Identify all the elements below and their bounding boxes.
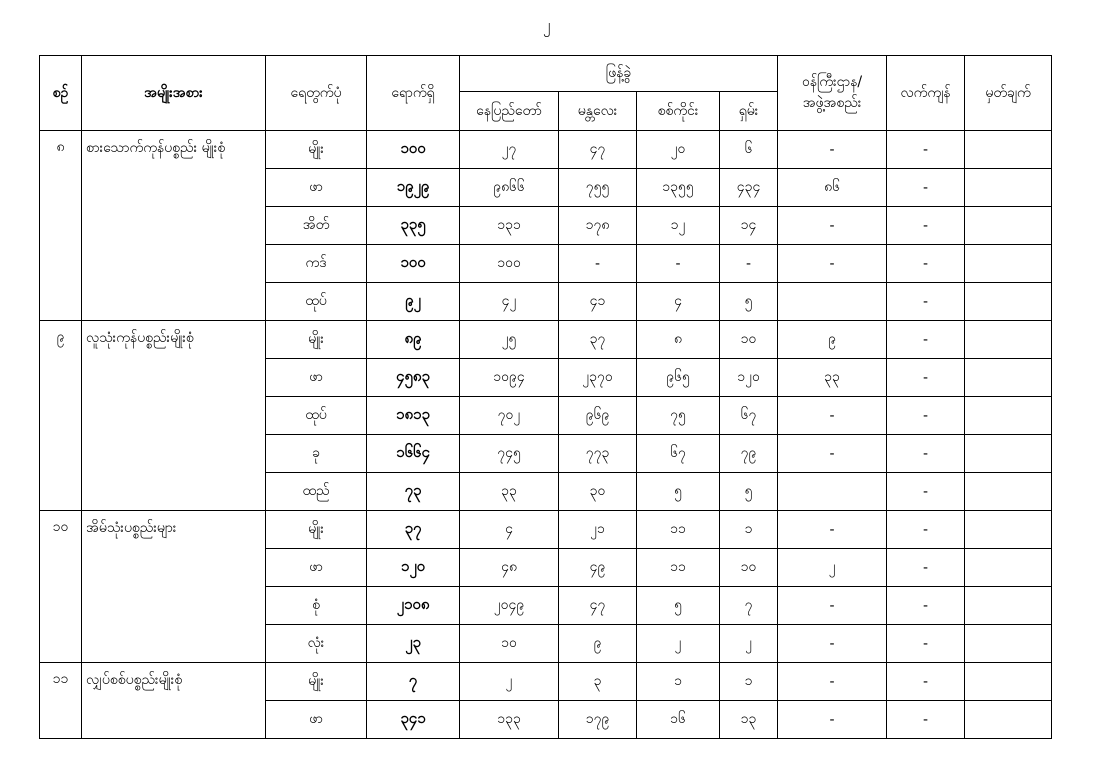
cell-sagaing: ၁၁ (637, 511, 720, 549)
cell-received: ၃၃၅ (367, 207, 460, 245)
cell-mandalay: ၁၇၈ (559, 207, 637, 245)
cell-received: ၂၃ (367, 625, 460, 663)
cell-naypyitaw: ၃၃ (460, 473, 559, 511)
cell-received: ၁၀၀ (367, 131, 460, 169)
cell-remarks (965, 625, 1052, 663)
cell-shan: ၄၃၄ (720, 169, 778, 207)
cell-remaining: - (887, 701, 965, 739)
cell-naypyitaw: ၁၀ (460, 625, 559, 663)
cell-remaining: - (887, 283, 965, 321)
cell-unit: လုံး (266, 625, 367, 663)
cell-shan: ၁၄ (720, 207, 778, 245)
header-mandalay: မန္တလေး (559, 92, 637, 131)
cell-ministries: - (778, 397, 887, 435)
header-shan: ရှမ်း (720, 92, 778, 131)
cell-unit: ခု (266, 435, 367, 473)
cell-naypyitaw: ၁၃၁ (460, 207, 559, 245)
cell-received: ၃၇ (367, 511, 460, 549)
cell-remarks (965, 435, 1052, 473)
cell-remarks (965, 321, 1052, 359)
cell-shan: ၁၀ (720, 549, 778, 587)
cell-unit: ကဒ် (266, 245, 367, 283)
cell-unit: ဖာ (266, 549, 367, 587)
cell-remaining: - (887, 587, 965, 625)
group-number: ၁၁ (40, 663, 82, 739)
cell-mandalay: ၃ (559, 663, 637, 701)
cell-sagaing: ၉၆၅ (637, 359, 720, 397)
cell-remaining: - (887, 663, 965, 701)
cell-remarks (965, 397, 1052, 435)
cell-unit: အိတ် (266, 207, 367, 245)
table-row (40, 663, 1052, 701)
cell-remarks (965, 207, 1052, 245)
cell-ministries: - (778, 625, 887, 663)
cell-naypyitaw: ၂ (460, 663, 559, 701)
cell-mandalay: ၃၀ (559, 473, 637, 511)
cell-remaining: - (887, 359, 965, 397)
cell-shan: ၅ (720, 473, 778, 511)
cell-sagaing: ၁ (637, 663, 720, 701)
cell-sagaing: ၂၀ (637, 131, 720, 169)
cell-received: ၇၃ (367, 473, 460, 511)
cell-remarks (965, 549, 1052, 587)
cell-naypyitaw: ၄ (460, 511, 559, 549)
header-naypyitaw: နေပြည်တော် (460, 92, 559, 131)
group-category: လူသုံးကုန်ပစ္စည်းမျိုးစုံ (82, 321, 266, 511)
cell-naypyitaw: ၁၀၀ (460, 245, 559, 283)
cell-sagaing: ၈ (637, 321, 720, 359)
cell-remaining: - (887, 625, 965, 663)
group-category: အိမ်သုံးပစ္စည်းများ (82, 511, 266, 663)
table-row (40, 131, 1052, 169)
header-ministries (778, 56, 887, 131)
cell-shan: ၁၀ (720, 321, 778, 359)
cell-sagaing: ၄ (637, 283, 720, 321)
cell-sagaing: ၅ (637, 473, 720, 511)
cell-remaining: - (887, 397, 965, 435)
cell-ministries: - (778, 511, 887, 549)
cell-remarks (965, 587, 1052, 625)
cell-mandalay: ၄၇ (559, 131, 637, 169)
cell-sagaing: ၁၂ (637, 207, 720, 245)
cell-shan: ၆၇ (720, 397, 778, 435)
cell-remaining: - (887, 473, 965, 511)
cell-received: ၈၉ (367, 321, 460, 359)
group-number: ၈ (40, 131, 82, 321)
header-distributed: ဖြန့်ခွဲ (460, 56, 778, 92)
cell-naypyitaw: ၇၀၂ (460, 397, 559, 435)
cell-remaining: - (887, 435, 965, 473)
cell-mandalay: - (559, 245, 637, 283)
group-category: လျှပ်စစ်ပစ္စည်းမျိုးစုံ (82, 663, 266, 739)
cell-received: ၁၈၁၃ (367, 397, 460, 435)
cell-shan: ၁၃ (720, 701, 778, 739)
cell-sagaing: ၂ (637, 625, 720, 663)
cell-mandalay: ၄၇ (559, 587, 637, 625)
cell-remarks (965, 169, 1052, 207)
cell-remaining: - (887, 245, 965, 283)
cell-naypyitaw: ၉၈၆၆ (460, 169, 559, 207)
cell-unit: စုံ (266, 587, 367, 625)
cell-remaining: - (887, 511, 965, 549)
cell-ministries: - (778, 701, 887, 739)
cell-received: ၇ (367, 663, 460, 701)
cell-shan: ၇ (720, 587, 778, 625)
cell-ministries: - (778, 663, 887, 701)
header-sagaing: စစ်ကိုင်း (637, 92, 720, 131)
cell-mandalay: ၉၆၉ (559, 397, 637, 435)
cell-shan: ၁၂၀ (720, 359, 778, 397)
cell-unit: မျိုး (266, 663, 367, 701)
header-received: ရောက်ရှိ (367, 56, 460, 131)
cell-naypyitaw: ၂၇ (460, 131, 559, 169)
cell-sagaing: ၅ (637, 587, 720, 625)
cell-remaining: - (887, 169, 965, 207)
cell-naypyitaw: ၂၅ (460, 321, 559, 359)
cell-naypyitaw: ၇၄၅ (460, 435, 559, 473)
cell-shan: ၁ (720, 663, 778, 701)
header-ministries-line1: ဝန်ကြီးဌာန/ (801, 74, 863, 90)
cell-mandalay: ၂၃၇၀ (559, 359, 637, 397)
cell-unit: ထုပ် (266, 397, 367, 435)
cell-sagaing: ၁၃၅၅ (637, 169, 720, 207)
cell-naypyitaw: ၄၈ (460, 549, 559, 587)
table-row (40, 511, 1052, 549)
table-body (40, 131, 1052, 739)
cell-mandalay: ၃၇ (559, 321, 637, 359)
cell-ministries: ၂ (778, 549, 887, 587)
cell-received: ၁၀၀ (367, 245, 460, 283)
cell-sagaing: ၇၅ (637, 397, 720, 435)
cell-ministries: - (778, 587, 887, 625)
header-type: အမျိုးအစား (82, 56, 266, 131)
cell-remarks (965, 701, 1052, 739)
cell-received: ၄၅၈၃ (367, 359, 460, 397)
cell-ministries: - (778, 435, 887, 473)
cell-mandalay: ၁၇၉ (559, 701, 637, 739)
group-number: ၉ (40, 321, 82, 511)
cell-received: ၁၆၆၄ (367, 435, 460, 473)
cell-naypyitaw: ၂၀၄၉ (460, 587, 559, 625)
cell-shan: ၅ (720, 283, 778, 321)
cell-mandalay: ၇၇၃ (559, 435, 637, 473)
cell-received: ၁၂၀ (367, 549, 460, 587)
cell-mandalay: ၄၉ (559, 549, 637, 587)
cell-ministries (778, 473, 887, 511)
cell-received: ၂၁၀၈ (367, 587, 460, 625)
cell-unit: ထုပ် (266, 283, 367, 321)
cell-sagaing: ၁၆ (637, 701, 720, 739)
cell-remarks (965, 663, 1052, 701)
cell-mandalay: ၄၁ (559, 283, 637, 321)
group-number: ၁၀ (40, 511, 82, 663)
cell-shan: ၆ (720, 131, 778, 169)
cell-ministries: ၃၃ (778, 359, 887, 397)
cell-shan: ၇၉ (720, 435, 778, 473)
cell-shan: - (720, 245, 778, 283)
cell-mandalay: ၉ (559, 625, 637, 663)
cell-sagaing: ၆၇ (637, 435, 720, 473)
cell-ministries: ၈၆ (778, 169, 887, 207)
cell-unit: ဖာ (266, 169, 367, 207)
cell-ministries: - (778, 207, 887, 245)
cell-remarks (965, 359, 1052, 397)
cell-remarks (965, 473, 1052, 511)
header-remaining: လက်ကျန် (887, 56, 965, 131)
cell-ministries: ၉ (778, 321, 887, 359)
cell-unit: ထည် (266, 473, 367, 511)
cell-naypyitaw: ၁၀၉၄ (460, 359, 559, 397)
cell-mandalay: ၇၅၅ (559, 169, 637, 207)
header-unit: ရေတွက်ပုံ (266, 56, 367, 131)
cell-remaining: - (887, 549, 965, 587)
cell-naypyitaw: ၁၃၃ (460, 701, 559, 739)
cell-unit: ဖာ (266, 359, 367, 397)
cell-remarks (965, 283, 1052, 321)
cell-sagaing: - (637, 245, 720, 283)
cell-received: ၁၉၂၉ (367, 169, 460, 207)
distribution-table (39, 55, 1052, 739)
cell-ministries (778, 283, 887, 321)
cell-ministries: - (778, 131, 887, 169)
cell-shan: ၁ (720, 511, 778, 549)
cell-received: ၃၄၁ (367, 701, 460, 739)
page-number: ၂ (542, 16, 551, 34)
table-row (40, 321, 1052, 359)
cell-received: ၉၂ (367, 283, 460, 321)
header-no: စဉ် (40, 56, 82, 131)
cell-sagaing: ၁၁ (637, 549, 720, 587)
cell-unit: ဖာ (266, 701, 367, 739)
cell-remaining: - (887, 321, 965, 359)
cell-shan: ၂ (720, 625, 778, 663)
cell-ministries: - (778, 245, 887, 283)
cell-remarks (965, 511, 1052, 549)
group-category: စားသောက်ကုန်ပစ္စည်း မျိုးစုံ (82, 131, 266, 321)
cell-remaining: - (887, 207, 965, 245)
cell-remaining: - (887, 131, 965, 169)
header-remarks: မှတ်ချက် (965, 56, 1052, 131)
header-ministries-line2: အဖွဲ့အစည်း (802, 95, 862, 111)
cell-unit: မျိုး (266, 321, 367, 359)
cell-remarks (965, 245, 1052, 283)
cell-remarks (965, 131, 1052, 169)
cell-mandalay: ၂၁ (559, 511, 637, 549)
cell-unit: မျိုး (266, 131, 367, 169)
cell-unit: မျိုး (266, 511, 367, 549)
cell-naypyitaw: ၄၂ (460, 283, 559, 321)
